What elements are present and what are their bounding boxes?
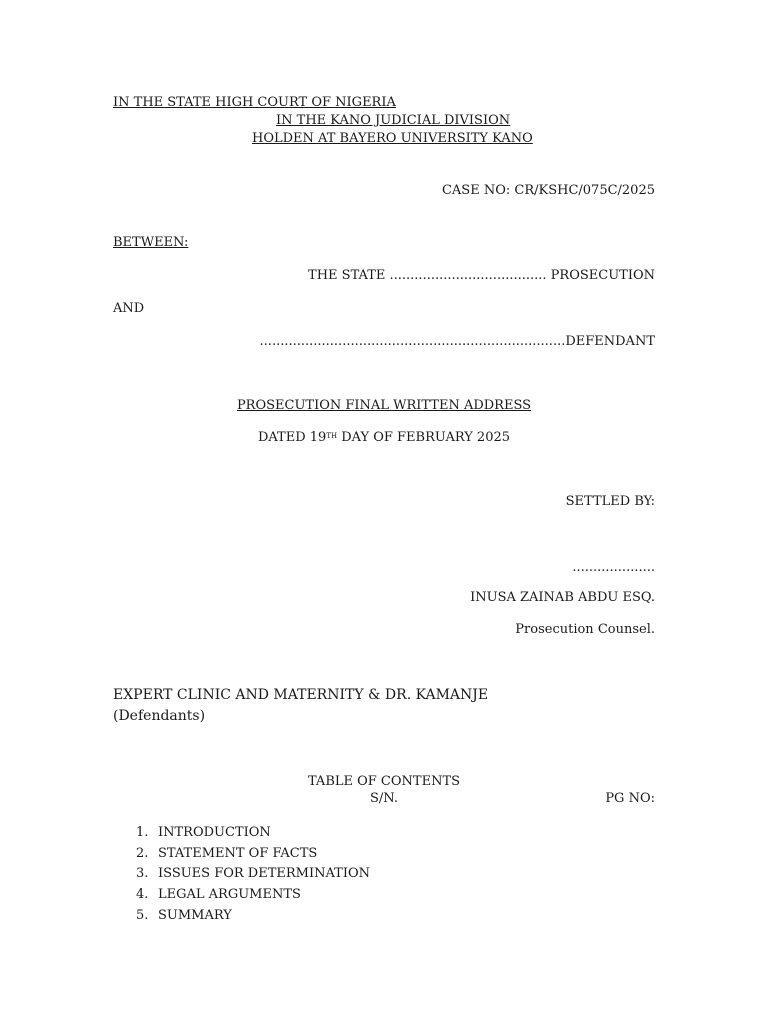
toc-item-label: INTRODUCTION [158, 825, 271, 840]
toc-item-label: SUMMARY [158, 907, 232, 923]
court-title: IN THE STATE HIGH COURT OF NIGERIA [113, 95, 396, 110]
toc-item [136, 908, 370, 929]
toc-sn-header: S/N. [370, 791, 398, 806]
toc-item-label: LEGAL ARGUMENTS [158, 887, 301, 903]
defendants-label: (Defendants) [113, 708, 206, 724]
between-label: BETWEEN: [113, 235, 189, 250]
toc-item [136, 846, 370, 867]
prosecution-party: THE STATE ...................................... PROSECUTION [308, 268, 655, 283]
toc-item-number: 4. [136, 887, 149, 903]
counsel-role: Prosecution Counsel. [515, 622, 655, 637]
defendant-party: ..........................................................................DEFENDANT [259, 334, 655, 349]
court-venue: HOLDEN AT BAYERO UNIVERSITY KANO [252, 131, 533, 146]
case-number: CASE NO: CR/KSHC/075C/2025 [441, 183, 655, 198]
date-suffix: DAY OF FEBRUARY 2025 [337, 430, 511, 445]
toc-pg-header: PG NO: [605, 791, 655, 806]
address-title-text: PROSECUTION FINAL WRITTEN ADDRESS [236, 398, 532, 413]
court-division: IN THE KANO JUDICIAL DIVISION [276, 113, 511, 128]
date-prefix: DATED 19 [257, 430, 327, 445]
counsel-name: INUSA ZAINAB ABDU ESQ. [470, 590, 655, 605]
and-label: AND [113, 301, 145, 316]
toc-item-number: 2. [136, 845, 149, 861]
toc-item-label: ISSUES FOR DETERMINATION [158, 866, 370, 882]
toc-item-number: 1. [136, 825, 149, 840]
toc-title: TABLE OF CONTENTS [307, 774, 461, 789]
toc-list [136, 825, 370, 928]
address-title [0, 398, 768, 414]
toc-item-label: STATEMENT OF FACTS [158, 845, 318, 861]
toc-item-number: 5. [136, 907, 149, 923]
settled-by-label: SETTLED BY: [565, 494, 655, 509]
toc-item [136, 887, 370, 908]
signature-line: .................... [572, 560, 655, 575]
toc-item-number: 3. [136, 866, 149, 882]
toc-item [136, 866, 370, 887]
defendants-names: EXPERT CLINIC AND MATERNITY & DR. KAMANJE [113, 687, 489, 703]
date-ordinal: TH [326, 432, 338, 440]
toc-item [136, 825, 370, 846]
address-date [0, 430, 768, 446]
